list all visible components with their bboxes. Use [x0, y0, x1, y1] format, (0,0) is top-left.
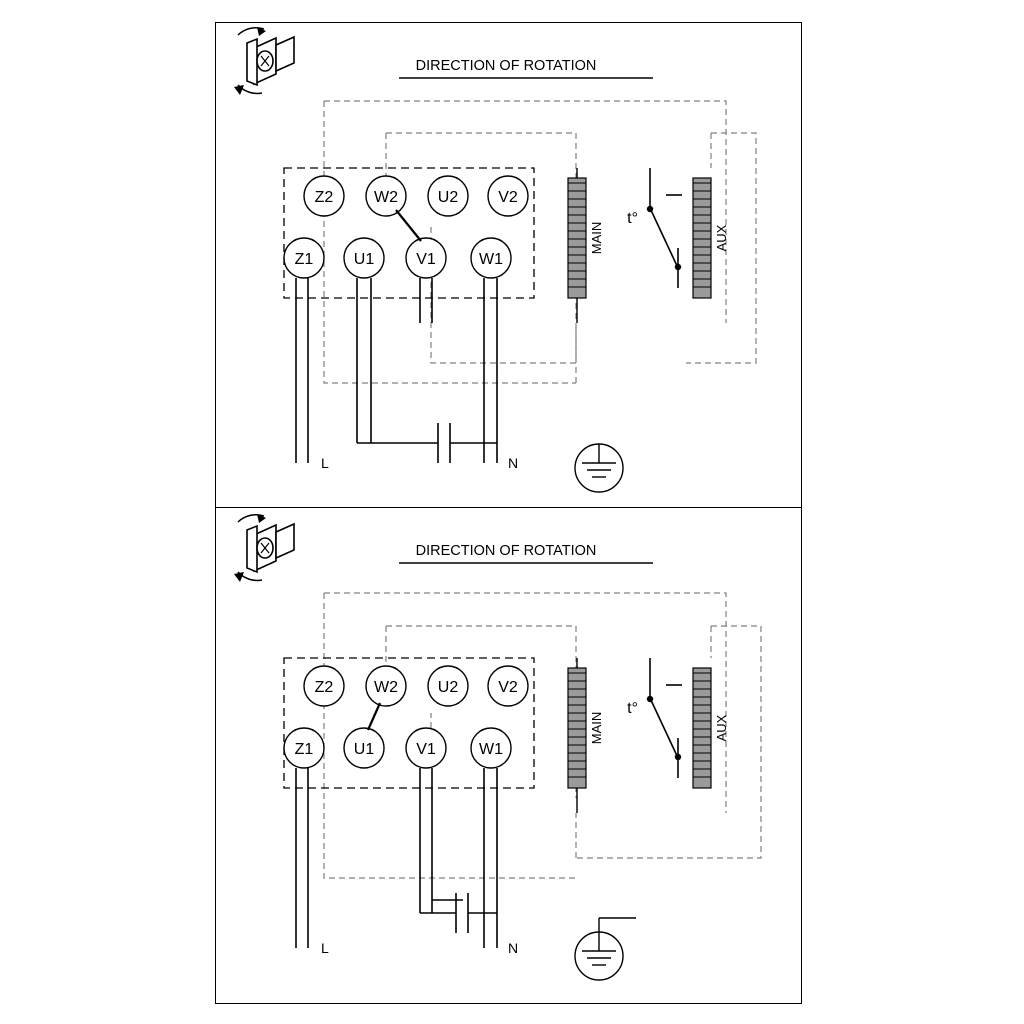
terminal-row-top-upper: [304, 176, 528, 216]
terminal-z1-label: Z1: [294, 251, 314, 268]
terminal-u1-label-b: U1: [353, 741, 375, 758]
winding-main-bottom: [568, 658, 604, 813]
winding-aux-label-bottom: AUX: [714, 714, 729, 742]
terminal-z1-label-b: Z1: [294, 741, 314, 758]
terminal-row-top-lower: [284, 238, 511, 278]
panel-bottom: [215, 507, 802, 1004]
thermal-switch-label-top: t°: [627, 210, 638, 227]
supply-label-n-b: N: [508, 940, 519, 956]
panel-bottom-drawing: [216, 508, 799, 1001]
dashed-wiring-top: [324, 101, 756, 383]
terminal-v2-label-b: V2: [498, 679, 518, 696]
panel-top: [215, 22, 802, 509]
terminal-w1-label-b: W1: [479, 741, 503, 758]
thermal-switch-top: [648, 168, 682, 288]
motor-shaft-cw-icon: [234, 514, 294, 582]
thermal-switch-label-bottom: t°: [627, 700, 638, 717]
terminal-u2-label-b: U2: [437, 679, 459, 696]
panel-top-drawing: [216, 23, 799, 506]
terminal-row-bottom-lower: [284, 728, 511, 768]
terminal-z2-label: Z2: [314, 189, 334, 206]
terminal-v1-label: V1: [416, 251, 436, 268]
motor-shaft-ccw-icon: [234, 27, 294, 95]
terminal-u2-label: U2: [437, 189, 459, 206]
supply-label-l-b: L: [321, 940, 329, 956]
winding-main-label-top: MAIN: [589, 221, 604, 255]
terminal-row-bottom-upper: [304, 666, 528, 706]
thermal-switch-bottom: [648, 658, 682, 778]
terminal-v1-label-b: V1: [416, 741, 436, 758]
winding-main-label-bottom: MAIN: [589, 711, 604, 745]
terminal-v2-label: V2: [498, 189, 518, 206]
rotation-label-top: DIRECTION OF ROTATION: [415, 58, 597, 74]
rotation-label-bottom: DIRECTION OF ROTATION: [415, 543, 597, 559]
winding-aux-bottom: [693, 668, 729, 788]
terminal-z2-label-b: Z2: [314, 679, 334, 696]
winding-main-top: [568, 168, 604, 323]
terminal-w2-label-b: W2: [374, 679, 398, 696]
earth-ground-icon-bottom: [575, 918, 636, 980]
earth-ground-icon-top: [575, 444, 623, 492]
link-w2-u1: [368, 703, 380, 730]
supply-conductors-bottom: [296, 768, 497, 948]
supply-label-n: N: [508, 455, 519, 471]
link-w2-v1: [396, 210, 421, 241]
terminal-w2-label: W2: [374, 189, 398, 206]
winding-aux-label-top: AUX: [714, 224, 729, 252]
winding-aux-top: [693, 178, 729, 298]
supply-conductors-top: [296, 278, 497, 463]
terminal-u1-label: U1: [353, 251, 375, 268]
terminal-w1-label: W1: [479, 251, 503, 268]
supply-label-l: L: [321, 455, 329, 471]
